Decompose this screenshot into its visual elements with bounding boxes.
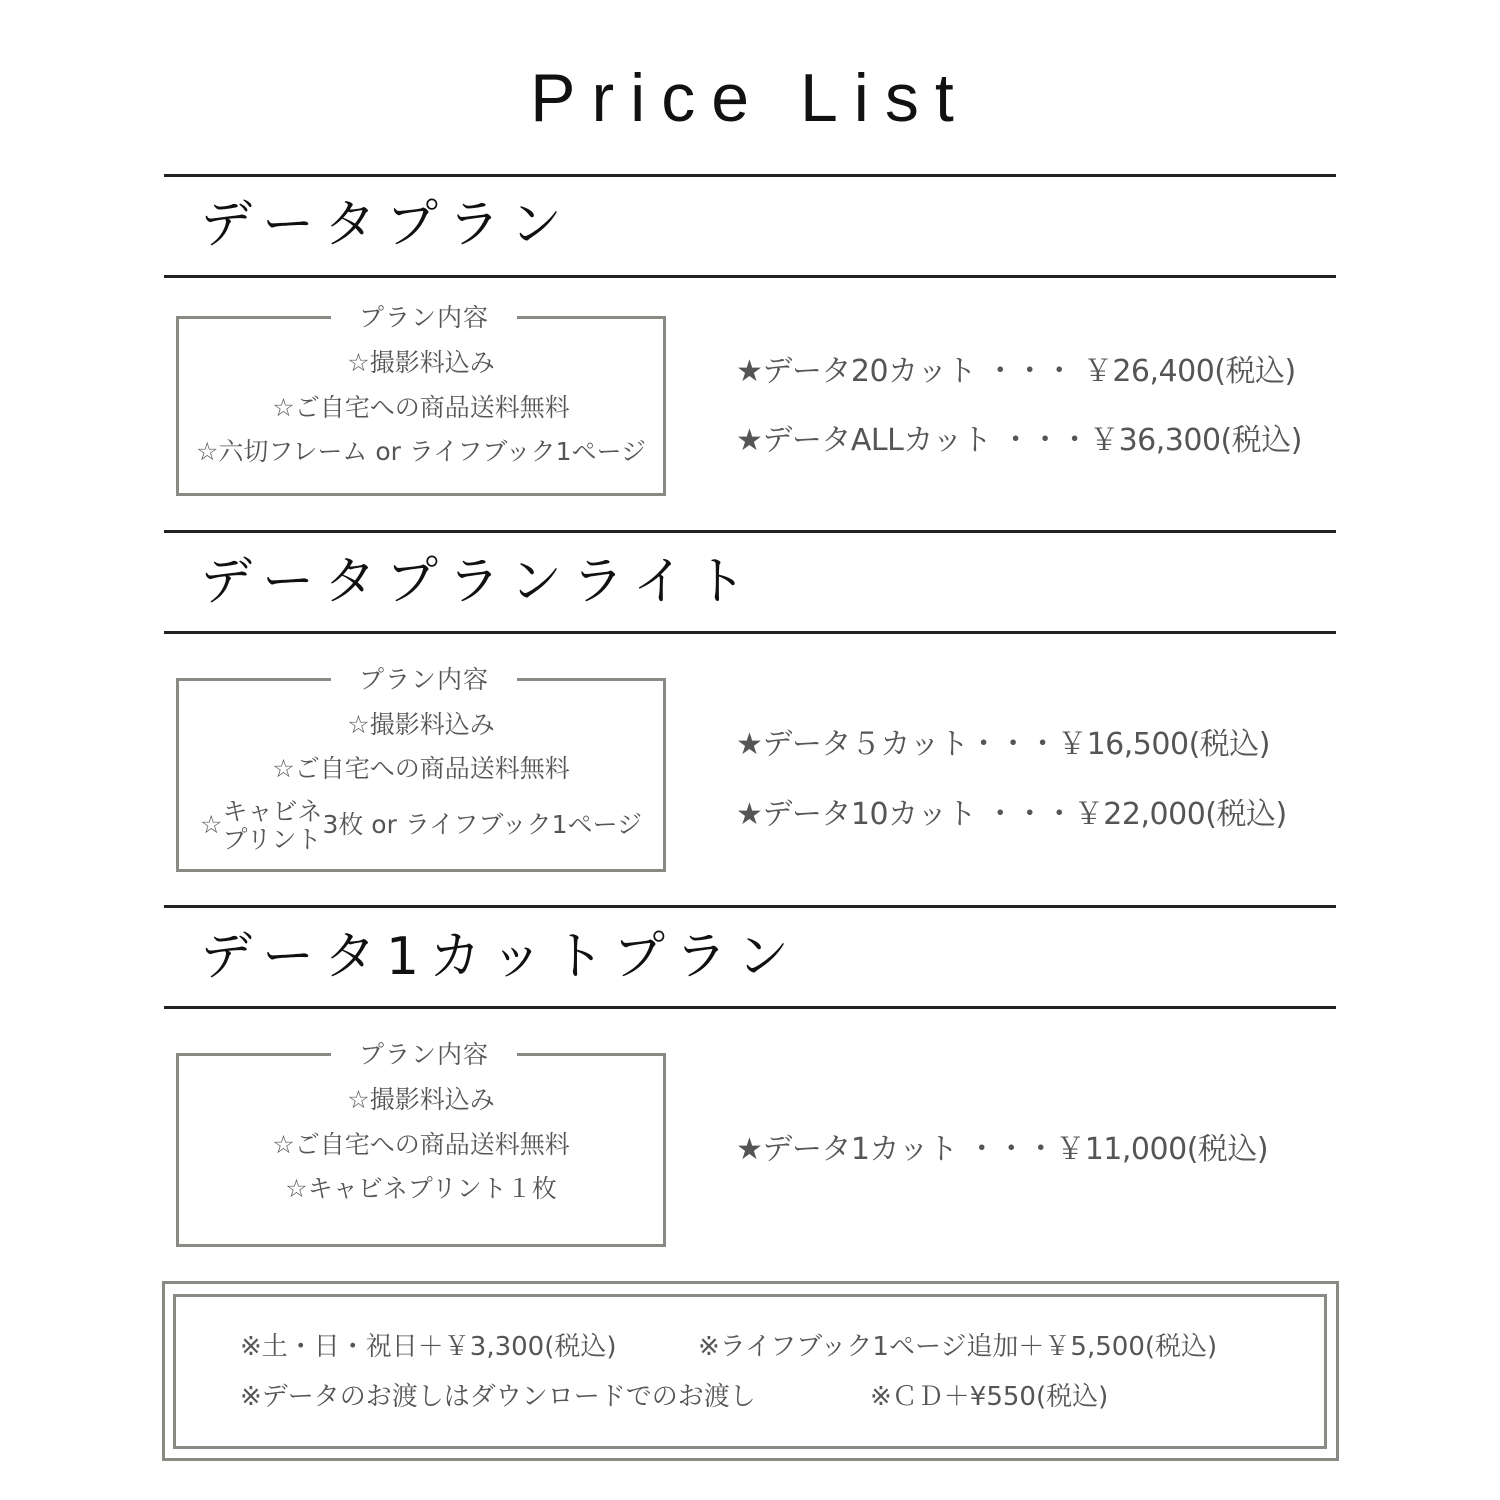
content-suffix: 3枚 or ライフブック1ページ [322, 810, 642, 839]
divider [164, 275, 1336, 278]
page-title: Price List [530, 60, 970, 136]
price-item: ★データ10カット ・・・￥22,000(税込) [736, 797, 1287, 832]
plan-content-item: ☆ご自宅への商品送料無料 [272, 393, 570, 422]
notes-box [173, 1294, 1327, 1449]
note-lifebook-fee: ※ライフブック1ページ追加＋￥5,500(税込) [698, 1332, 1218, 1362]
divider [164, 1006, 1336, 1009]
price-item: ★データ５カット・・・￥16,500(税込) [736, 727, 1270, 762]
section-title-data-1cut-plan: データ1カットプラン [200, 927, 800, 987]
content-prefix: ☆ [200, 810, 223, 839]
stacked-top: キャビネ [222, 797, 323, 826]
stacked-label [222, 798, 322, 854]
divider [164, 174, 1336, 177]
price-item: ★データ1カット ・・・￥11,000(税込) [736, 1132, 1269, 1167]
note-download: ※データのお渡しはダウンロードでのお渡し [240, 1382, 756, 1412]
price-item: ★データALLカット ・・・￥36,300(税込) [736, 423, 1302, 458]
section-title-data-plan-lite: データプランライト [200, 552, 757, 612]
plan-content-item [176, 798, 666, 854]
plan-content-item: ☆撮影料込み [347, 710, 495, 739]
stacked-bottom: プリント [222, 825, 322, 854]
plan-contents-label: プラン内容 [331, 665, 517, 695]
plan-content-item: ☆撮影料込み [347, 1085, 495, 1114]
divider [164, 530, 1336, 533]
price-item: ★データ20カット ・・・ ￥26,400(税込) [736, 354, 1296, 389]
plan-content-item: ☆ご自宅への商品送料無料 [272, 1130, 570, 1159]
plan-contents-label: プラン内容 [331, 303, 517, 333]
plan-content-item: ☆キャビネプリント１枚 [285, 1174, 557, 1203]
divider [164, 631, 1336, 634]
plan-contents-label: プラン内容 [331, 1040, 517, 1070]
note-cd-fee: ※ＣＤ＋¥550(税込) [870, 1382, 1109, 1412]
plan-content-item: ☆ご自宅への商品送料無料 [272, 754, 570, 783]
section-title-data-plan: データプラン [200, 195, 573, 255]
note-weekend-fee: ※土・日・祝日＋￥3,300(税込) [240, 1332, 617, 1362]
plan-content-item: ☆撮影料込み [347, 348, 495, 377]
divider [164, 905, 1336, 908]
plan-content-item: ☆六切フレーム or ライフブック1ページ [195, 437, 647, 466]
